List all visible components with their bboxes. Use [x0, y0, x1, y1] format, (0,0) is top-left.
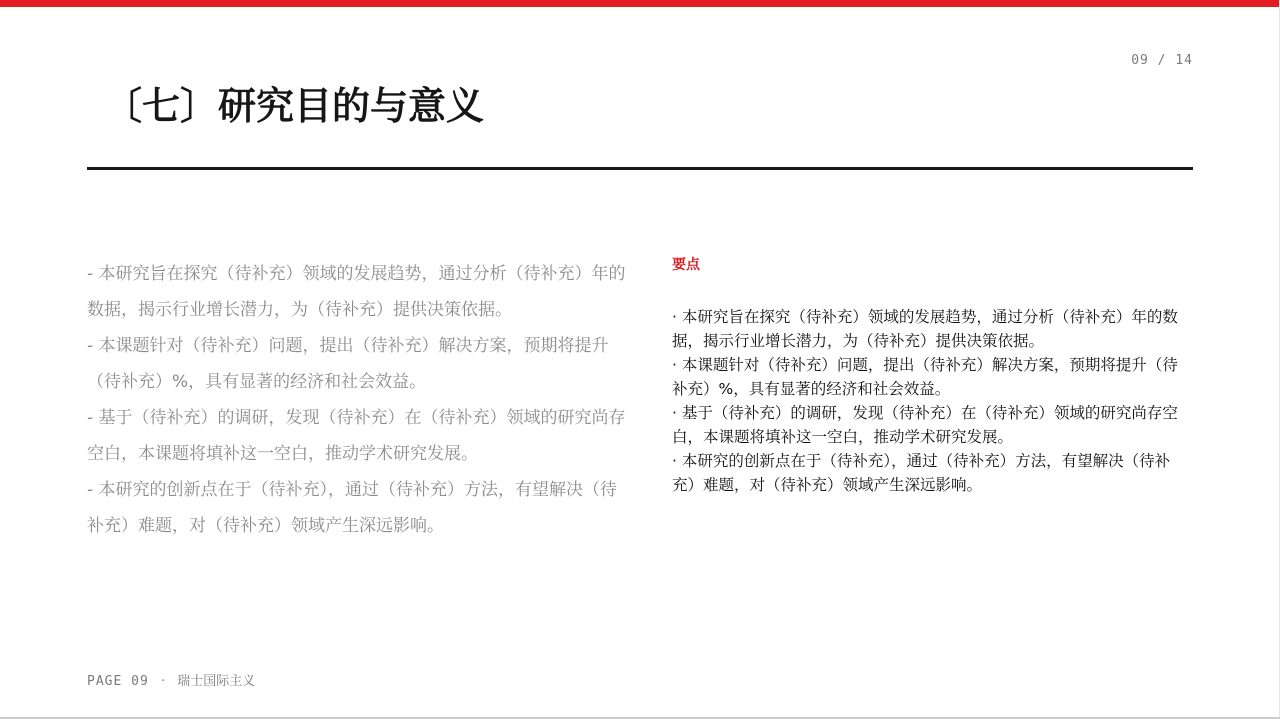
- title-divider: [87, 167, 1193, 170]
- top-accent-bar: [0, 0, 1280, 7]
- footer-page-label: PAGE 09: [87, 674, 149, 689]
- key-point-item: · 本研究旨在探究（待补充）领域的发展趋势，通过分析（待补充）年的数据，揭示行业增长潜力，为（待补充）提供决策依据。: [672, 308, 1178, 350]
- key-point-item: · 基于（待补充）的调研，发现（待补充）在（待补充）领域的研究尚存空白，本课题将填补这一空白，推动学术研究发展。: [672, 404, 1178, 446]
- key-points-label: 要点: [672, 257, 700, 273]
- body-text-column: [87, 256, 627, 544]
- body-paragraph: - 本研究的创新点在于（待补充），通过（待补充）方法，有望解决（待补充）难题，对（待补充）领域产生深远影响。: [87, 480, 618, 536]
- body-paragraph: - 本研究旨在探究（待补充）领域的发展趋势，通过分析（待补充）年的数据，揭示行业增长潜力，为（待补充）提供决策依据。: [87, 264, 626, 320]
- body-paragraph: - 本课题针对（待补充）问题，提出（待补充）解决方案，预期将提升（待补充）%，具有显著的经济和社会效益。: [87, 336, 609, 392]
- key-points-list: [672, 305, 1193, 497]
- footer: [87, 670, 255, 689]
- footer-org-name: 瑞士国际主义: [177, 674, 256, 689]
- key-points-panel: [672, 255, 1193, 497]
- footer-separator: ·: [160, 674, 166, 689]
- page-counter: 09 / 14: [1131, 53, 1193, 68]
- key-point-item: · 本研究的创新点在于（待补充），通过（待补充）方法，有望解决（待补充）难题，对（待补充）领域产生深远影响。: [672, 452, 1171, 494]
- slide-title: 〔七〕研究目的与意义: [104, 84, 485, 128]
- key-point-item: · 本课题针对（待补充）问题，提出（待补充）解决方案，预期将提升（待补充）%，具有显著的经济和社会效益。: [672, 356, 1178, 398]
- body-paragraph: - 基于（待补充）的调研，发现（待补充）在（待补充）领域的研究尚存空白，本课题将填补这一空白，推动学术研究发展。: [87, 408, 626, 464]
